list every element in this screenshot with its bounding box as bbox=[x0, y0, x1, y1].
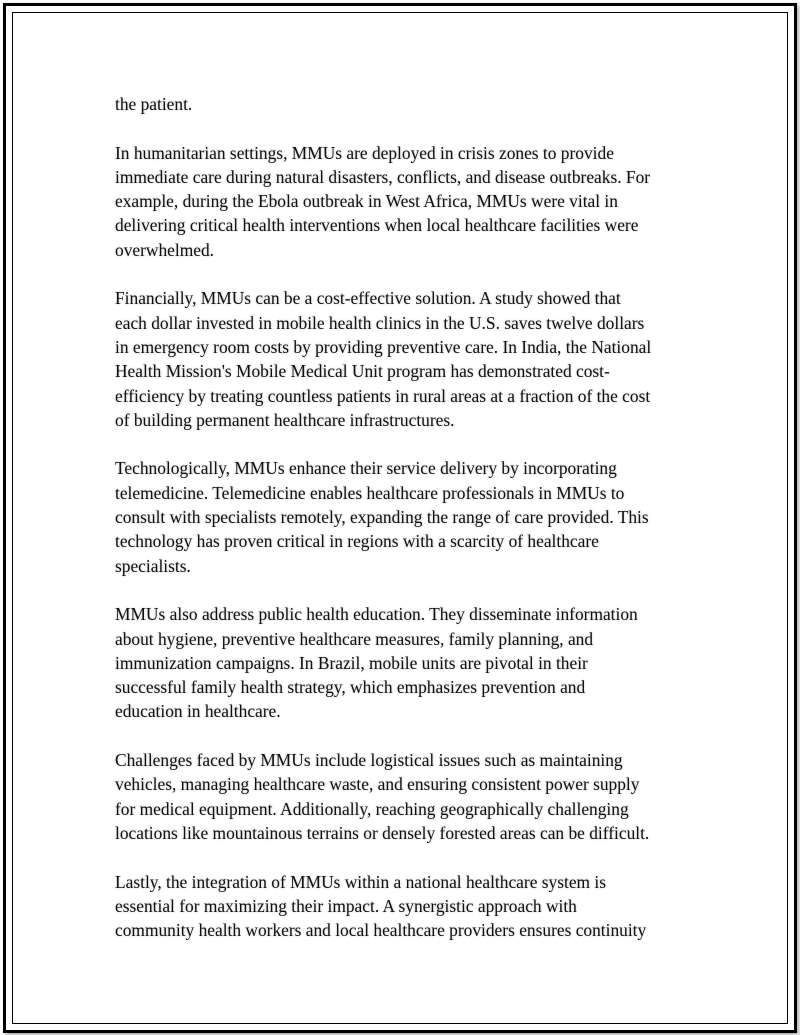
paragraph-5 bbox=[115, 602, 695, 723]
paragraph-4 bbox=[115, 456, 695, 577]
text-line: Lastly, the integration of MMUs within a national healthcare system is bbox=[115, 871, 607, 892]
paragraph-6 bbox=[115, 748, 695, 845]
text-line: overwhelmed. bbox=[115, 239, 214, 260]
text-line: successful family health strategy, which emphasizes prevention and bbox=[115, 677, 586, 698]
text-line: about hygiene, preventive healthcare measures, family planning, and bbox=[115, 628, 594, 649]
text-line: MMUs also address public health education. They disseminate information bbox=[115, 604, 638, 625]
text-line: In humanitarian settings, MMUs are deployed in crisis zones to provide bbox=[115, 142, 614, 163]
text-line: telemedicine. Telemedicine enables healthcare professionals in MMUs to bbox=[115, 482, 625, 503]
text-line: example, during the Ebola outbreak in West Africa, MMUs were vital in bbox=[115, 191, 618, 212]
paragraph-7 bbox=[115, 870, 695, 943]
text-line: delivering critical health interventions when local healthcare facilities were bbox=[115, 215, 639, 236]
text-line: Health Mission's Mobile Medical Unit program has demonstrated cost- bbox=[115, 361, 610, 382]
text-line: education in healthcare. bbox=[115, 701, 281, 722]
text-line: locations like mountainous terrains or densely forested areas can be difficult. bbox=[115, 822, 650, 843]
text-line: specialists. bbox=[115, 555, 191, 576]
text-line: the patient. bbox=[115, 94, 193, 114]
text-line: technology has proven critical in regions with a scarcity of healthcare bbox=[115, 531, 599, 552]
text-line: vehicles, managing healthcare waste, and ensuring consistent power supply bbox=[115, 774, 640, 795]
text-line: community health workers and local healthcare providers ensures continuity bbox=[115, 920, 647, 941]
text-line: essential for maximizing their impact. A synergistic approach with bbox=[115, 895, 577, 916]
text-line: efficiency by treating countless patients in rural areas at a fraction of the cost bbox=[115, 385, 651, 406]
text-line: each dollar invested in mobile health clinics in the U.S. saves twelve dollars bbox=[115, 312, 645, 333]
text-line: Technologically, MMUs enhance their service delivery by incorporating bbox=[115, 458, 617, 479]
paragraph-3 bbox=[115, 286, 695, 432]
document-body bbox=[115, 92, 695, 967]
text-line: of building permanent healthcare infrastructures. bbox=[115, 409, 455, 430]
text-line: consult with specialists remotely, expanding the range of care provided. This bbox=[115, 507, 649, 528]
paragraph-1 bbox=[115, 92, 695, 116]
text-line: Challenges faced by MMUs include logistical issues such as maintaining bbox=[115, 750, 623, 771]
text-line: for medical equipment. Additionally, reaching geographically challenging bbox=[115, 798, 629, 819]
text-line: immunization campaigns. In Brazil, mobile units are pivotal in their bbox=[115, 652, 588, 673]
text-line: Financially, MMUs can be a cost-effective solution. A study showed that bbox=[115, 288, 621, 309]
paragraph-2 bbox=[115, 141, 695, 262]
text-line: immediate care during natural disasters, conflicts, and disease outbreaks. For bbox=[115, 166, 651, 187]
text-line: in emergency room costs by providing preventive care. In India, the National bbox=[115, 336, 652, 357]
